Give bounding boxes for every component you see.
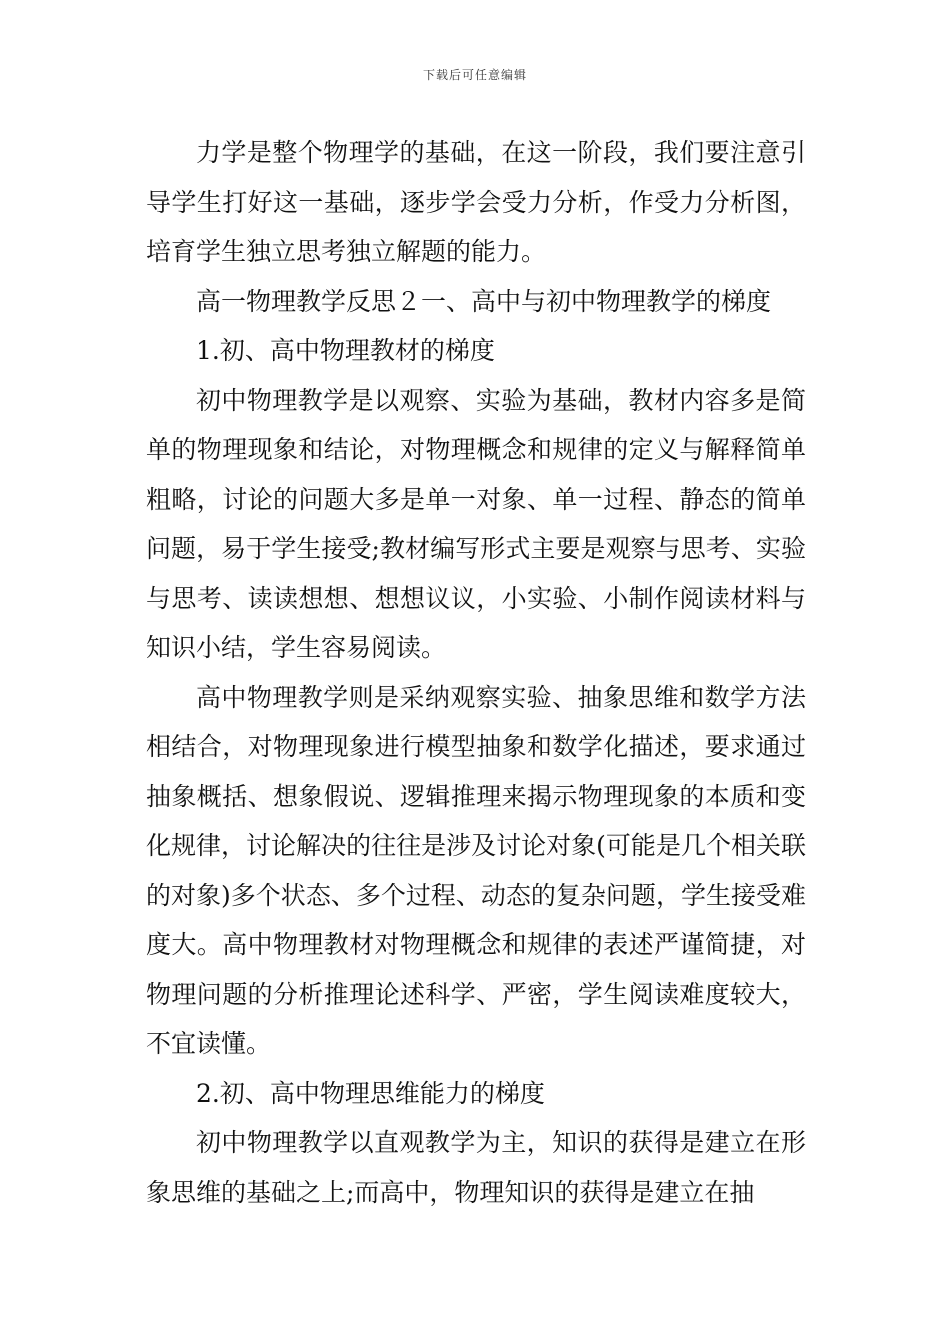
subheading-thinking-gradient: 2.初、高中物理思维能力的梯度	[196, 1078, 545, 1108]
paragraph-senior-teaching: 高中物理教学则是采纳观察实验、抽象思维和数学方法相结合，对物理现象进行模型抽象和数学化描述，要求通过抽象概括、想象假说、逻辑推理来揭示物理现象的本质和变化规律，讨论解决的往往是涉及讨论对象(可能是几个相关联的对象)多个状态、多个过程、动态的复杂问题，学生接受难度大。高中物理教材对物理概念和规律的表述严谨简捷，对物理问题的分析推理论述科学、严密，学生阅读难度较大，不宜读懂。	[146, 682, 806, 1058]
header-note: 下载后可任意编辑	[422, 68, 527, 82]
paragraph-mechanics-intro: 力学是整个物理学的基础，在这一阶段，我们要注意引导学生打好这一基础，逐步学会受力分析，作受力分析图，培育学生独立思考独立解题的能力。	[146, 138, 806, 266]
paragraph-intuitive-teaching: 初中物理教学以直观教学为主，知识的获得是建立在形象思维的基础之上;而高中，物理知识的获得是建立在抽	[146, 1128, 806, 1207]
paragraph-junior-teaching: 初中物理教学是以观察、实验为基础，教材内容多是简单的物理现象和结论，对物理概念和规律的定义与解释简单粗略，讨论的问题大多是单一对象、单一过程、静态的简单问题，易于学生接受;教材编写形式主要是观察与思考、实验与思考、读读想想、想想议议，小实验、小制作阅读材料与知识小结，学生容易阅读。	[146, 385, 806, 662]
subheading-textbook-gradient: 1.初、高中物理教材的梯度	[196, 336, 495, 365]
section-heading-reflection-2: 高一物理教学反思２一、高中与初中物理教学的梯度	[196, 286, 772, 316]
document-body	[146, 128, 806, 1217]
